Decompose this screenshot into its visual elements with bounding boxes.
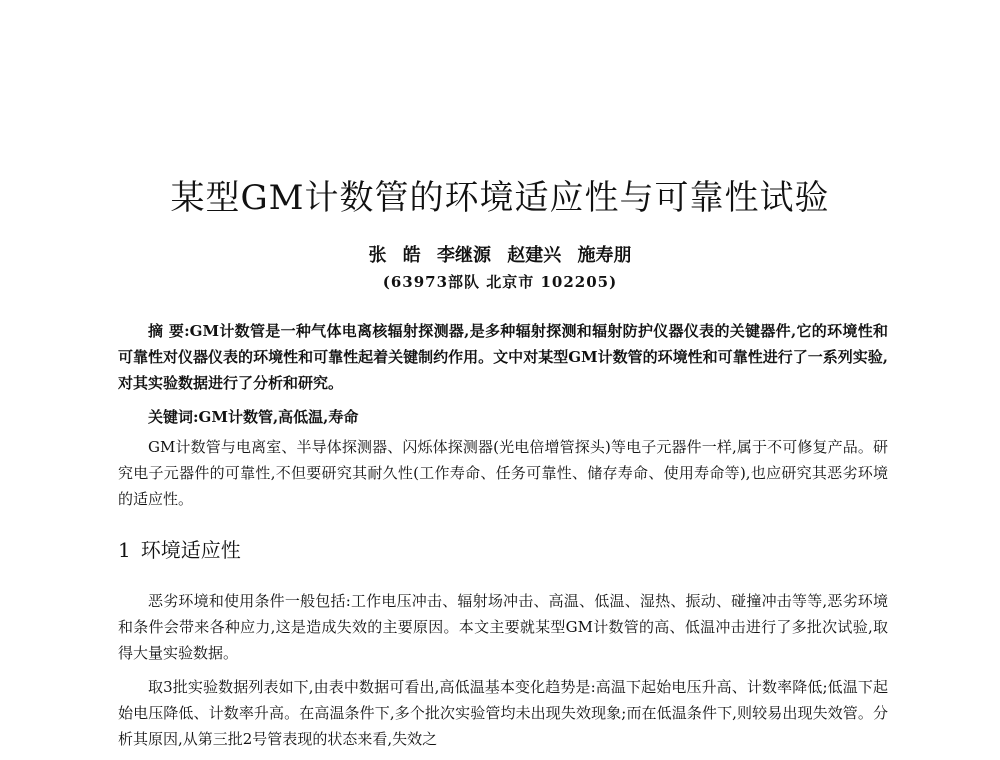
intro-paragraph: GM计数管与电离室、半导体探测器、闪烁体探测器(光电倍增管探头)等电子元器件一样,属于不可修复产品。研究电子元器件的可靠性,不但要研究其耐久性(工作寿命、任务可靠性、储存寿命、使用寿命等),也应研究其恶劣环境的适应性。: [118, 438, 888, 508]
section-paragraph: 取3批实验数据列表如下,由表中数据可看出,高低温基本变化趋势是:高温下起始电压升高、计数率降低;低温下起始电压降低、计数率升高。在高温条件下,多个批次实验管均未出现失效现象;而在低温条件下,则较易出现失效管。分析其原因,从第三批2号管表现的状态来看,失效之: [118, 678, 888, 748]
section-title: 环境适应性: [140, 538, 241, 562]
paper-affiliation: (63973部队 北京市 102205): [382, 273, 618, 291]
section-paragraph: 恶劣环境和使用条件一般包括:工作电压冲击、辐射场冲击、高温、低温、湿热、振动、碰撞冲击等等,恶劣环境和条件会带来各种应力,这是造成失效的主要原因。本文主要就某型GM计数管的高、低温冲击进行了多批次试验,取得大量实验数据。: [118, 592, 888, 662]
abstract-label: 摘 要:: [148, 322, 190, 340]
section-number: 1: [118, 538, 131, 562]
section-heading: [118, 535, 241, 565]
keywords-label: 关键词:: [148, 408, 199, 426]
keywords-text: GM计数管,高低温,寿命: [198, 408, 359, 426]
keywords: [118, 404, 888, 430]
paper-title: 某型GM计数管的环境适应性与可靠性试验: [170, 178, 830, 218]
paper-authors: 张 皓 李继源 赵建兴 施寿朋: [368, 245, 632, 266]
abstract: [118, 318, 888, 396]
abstract-text: GM计数管是一种气体电离核辐射探测器,是多种辐射探测和辐射防护仪器仪表的关键器件,它的环境性和可靠性对仪器仪表的环境性和可靠性起着关键制约作用。文中对某型GM计数管的环境性和可靠性进行了一系列实验,对其实验数据进行了分析和研究。: [118, 322, 888, 392]
